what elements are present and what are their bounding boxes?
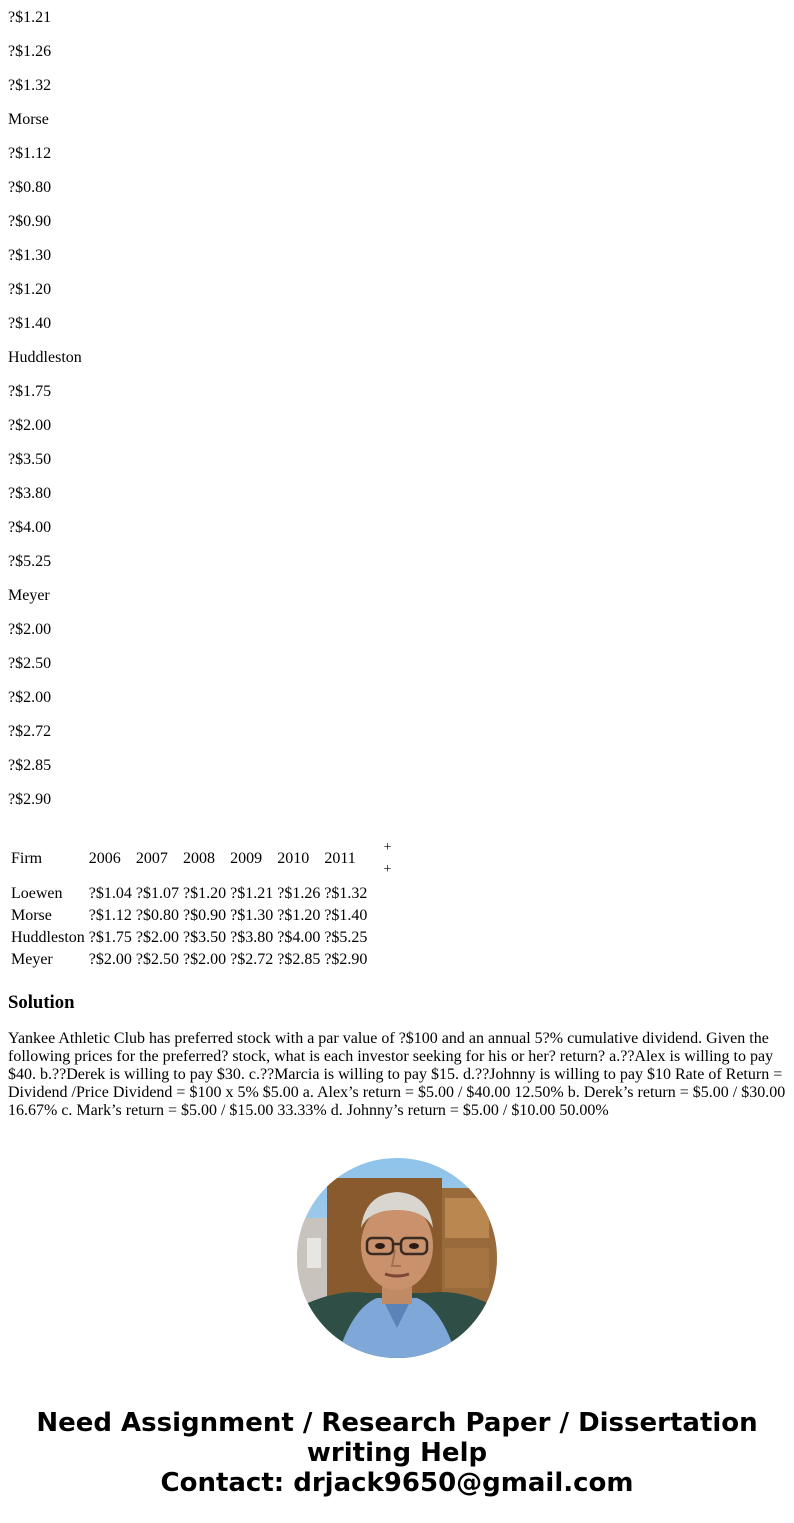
promo-contact: Contact: drjack9650@gmail.com <box>160 1468 634 1498</box>
table-row <box>10 928 392 948</box>
solution-heading: Solution <box>8 992 75 1013</box>
dividend-cell: ?$2.72 <box>230 951 274 968</box>
price-line: ?$1.21 <box>8 9 52 26</box>
dividend-cell: ?$1.30 <box>230 907 274 924</box>
avatar-container <box>0 1158 794 1358</box>
price-line: ?$2.00 <box>8 621 52 638</box>
header-firm: Firm <box>11 850 43 867</box>
plus-marks <box>370 836 392 882</box>
table-header-row <box>10 836 392 882</box>
price-line: ?$1.40 <box>8 315 52 332</box>
price-line: ?$1.75 <box>8 383 52 400</box>
author-photo-graphic <box>297 1158 497 1358</box>
dividend-cell: ?$1.40 <box>324 907 368 924</box>
dividend-cell: ?$1.32 <box>324 885 368 902</box>
price-line: ?$2.00 <box>8 689 52 706</box>
header-2007: 2007 <box>135 850 168 867</box>
dividend-cell: ?$0.80 <box>135 907 179 924</box>
dividend-cell: ?$5.25 <box>324 929 368 946</box>
firm-name-cell: Huddleston <box>11 929 85 946</box>
price-line: ?$2.50 <box>8 655 52 672</box>
firm-name-cell: Morse <box>11 907 52 924</box>
price-line: ?$1.26 <box>8 43 52 60</box>
dividend-cell: ?$2.00 <box>88 951 132 968</box>
table-row <box>10 906 392 926</box>
dividend-cell: ?$3.80 <box>230 929 274 946</box>
price-line: ?$1.20 <box>8 281 52 298</box>
plus-mark: + <box>383 840 392 855</box>
price-line: ?$3.80 <box>8 485 52 502</box>
dividend-cell: ?$0.90 <box>183 907 227 924</box>
header-2008: 2008 <box>183 850 215 867</box>
firm-name-cell: Meyer <box>11 951 53 968</box>
price-line: ?$0.80 <box>8 179 52 196</box>
dividend-cell: ?$1.26 <box>277 885 321 902</box>
dividend-cell: ?$3.50 <box>183 929 227 946</box>
price-line: Morse <box>8 111 49 128</box>
dividend-cell: ?$2.85 <box>277 951 321 968</box>
price-line: Huddleston <box>8 349 82 366</box>
header-2006: 2006 <box>88 850 121 867</box>
header-2010: 2010 <box>277 850 310 867</box>
promo-banner <box>0 1408 794 1498</box>
header-2011: 2011 <box>324 850 356 867</box>
dividend-cell: ?$2.00 <box>183 951 227 968</box>
author-photo <box>297 1158 497 1358</box>
dividend-cell: ?$1.20 <box>183 885 227 902</box>
dividend-cell: ?$2.90 <box>324 951 368 968</box>
dividend-cell: ?$1.07 <box>135 885 179 902</box>
price-line: ?$5.25 <box>8 553 52 570</box>
dividend-cell: ?$1.12 <box>88 907 132 924</box>
price-lines <box>8 0 786 816</box>
price-line: ?$3.50 <box>8 451 52 468</box>
price-line: ?$0.90 <box>8 213 52 230</box>
dividend-cell: ?$1.04 <box>88 885 132 902</box>
dividend-cell: ?$1.75 <box>88 929 132 946</box>
price-line: Meyer <box>8 587 50 604</box>
dividend-table <box>8 834 394 972</box>
dividend-cell: ?$2.00 <box>135 929 179 946</box>
header-2009: 2009 <box>230 850 263 867</box>
dividend-cell: ?$4.00 <box>277 929 321 946</box>
table-row <box>10 884 392 904</box>
price-line: ?$2.00 <box>8 417 52 434</box>
price-line: ?$1.32 <box>8 77 52 94</box>
dividend-cell: ?$2.50 <box>135 951 179 968</box>
price-line: ?$2.90 <box>8 791 52 808</box>
table-row <box>10 950 392 970</box>
price-line: ?$4.00 <box>8 519 52 536</box>
firm-name-cell: Loewen <box>11 885 63 902</box>
dividend-cell: ?$1.20 <box>277 907 321 924</box>
price-line: ?$2.85 <box>8 757 52 774</box>
plus-mark: + <box>383 862 392 877</box>
price-line: ?$2.72 <box>8 723 52 740</box>
solution-text: Yankee Athletic Club has preferred stock with a par value of ?$100 and an annual 5?% cumulative dividend. Given the following prices for the preferred? stock, what is each investor seeking for his or her? return? a.??Alex is willing to pay $40. b.??Derek is willing to pay $30. c.??Marcia is willing to pay $15. d.??Johnny is willing to pay $10 Rate of Return = Dividend /Price Dividend = $100 x 5% $5.00 a. Alex’s return = $5.00 / $40.00 12.50% b. Derek’s return = $5.00 / $30.00 16.67% c. Mark’s return = $5.00 / $15.00 33.33% d. Johnny’s return = $5.00 / $10.00 50.00% <box>8 1030 786 1119</box>
price-line: ?$1.12 <box>8 145 52 162</box>
price-line: ?$1.30 <box>8 247 52 264</box>
promo-line-1: Need Assignment / Research Paper / Dissertation writing Help <box>36 1408 758 1468</box>
dividend-cell: ?$1.21 <box>230 885 274 902</box>
